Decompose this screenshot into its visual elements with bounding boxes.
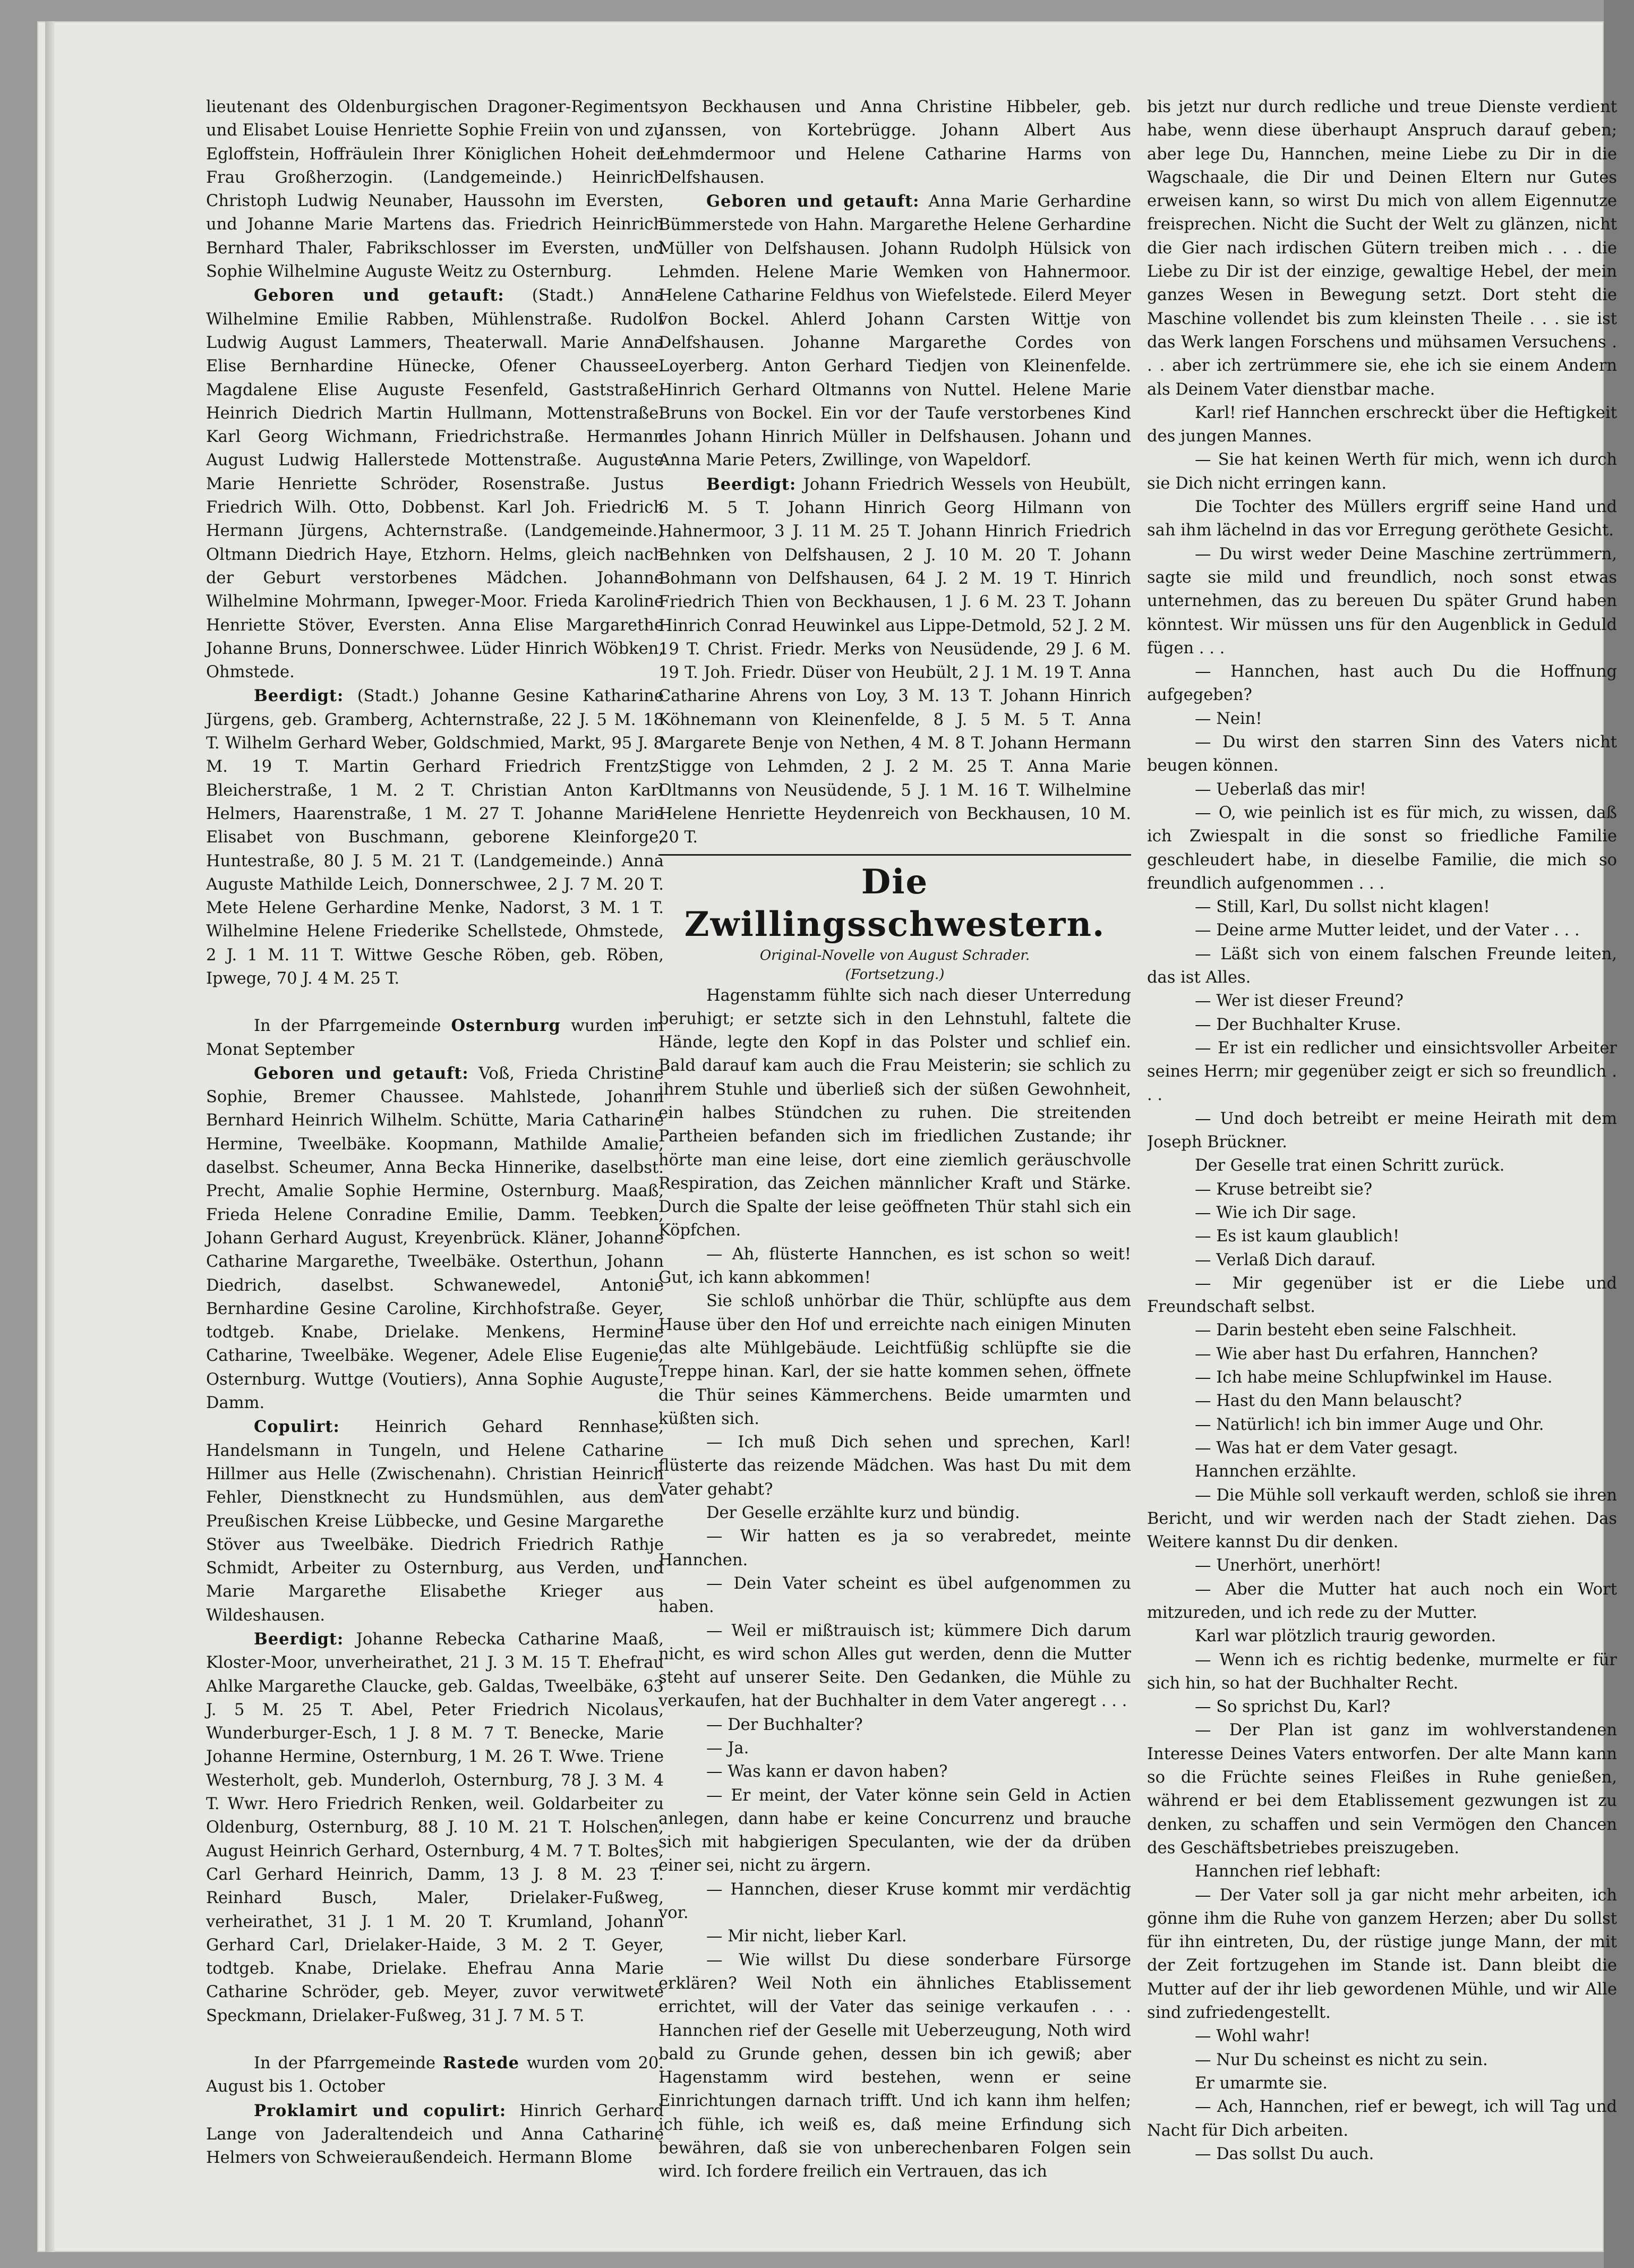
story-paragraph: — Wie ich Dir sage.	[1195, 1203, 1357, 1222]
story-paragraph: — Mir gegenüber ist er die Liebe und Freundschaft selbst.	[1147, 1274, 1617, 1317]
section-heading: Beerdigt:	[254, 1630, 344, 1649]
story-paragraph: — Ueberlaß das mir!	[1195, 780, 1366, 799]
paragraph	[206, 684, 664, 991]
intro-text: In der Pfarrgemeinde	[254, 2054, 436, 2073]
story-paragraph: — Weil er mißtrauisch ist; kümmere Dich darum nicht, es wird schon Alles gut werden, denn die Mutter steht auf unserer Seite. Den Gedanken, die Mühle zu verkaufen, hat der Buchhalter in dem Vater angeregt . . .	[658, 1621, 1131, 1711]
story-paragraph: — Dein Vater scheint es übel aufgenommen zu haben.	[658, 1574, 1131, 1617]
story-paragraph: — Läßt sich von einem falschen Freunde leiten, das ist Alles.	[1147, 944, 1617, 987]
story-paragraph: — Nur Du scheinst es nicht zu sein.	[1195, 2050, 1488, 2069]
story-paragraph: — O, wie peinlich ist es für mich, zu wissen, daß ich Zwiespalt in die sonst so friedliche Familie geschleudert habe, in dieselbe Familie, die mich so freundlich aufgenommen . . .	[1147, 803, 1617, 893]
paragraph	[658, 190, 1131, 473]
paragraph-text: Voß, Frieda Christine Sophie, Bremer Chaussee. Mahlstede, Johann Bernhard Heinrich Wilhelm. Schütte, Maria Catharine Hermine, Tweelbäke. Koopmann, Mathilde Amalie, daselbst. Scheumer, Anna Becka Hinnerike, daselbst. Precht, Amalie Sophie Hermine, Osternburg. Maaß, Frieda Helene Conradine Emilie, Damm. Teebken, Johann Gerhard August, Kreyenbrück. Kläner, Johanne Catharine Margarethe, Tweelbäke. Osterthun, Johann Diedrich, daselbst. Schwanewedel, Antonie Bernhardine Gesine Caroline, Kirchhofstraße. Geyer, todtgeb. Knabe, Drielake. Menkens, Hermine Catharine, Tweelbäke. Wegener, Adele Elise Eugenie, Osternburg. Wuttge (Voutiers), Anna Sophie Auguste, Damm.	[206, 1064, 664, 1413]
parish-intro	[206, 2051, 664, 2099]
section-heading: Geboren und getauft:	[254, 1063, 469, 1083]
section-heading: Geboren und getauft:	[706, 192, 920, 211]
column-right	[1147, 96, 1617, 2166]
paragraph-text: Johann Friedrich Wessels von Heubült, 6 M. 5 T. Johann Hinrich Georg Hilmann von Hahnermoor, 3 J. 11 M. 25 T. Johann Hinrich Friedrich Behnken von Delfshausen, 2 J. 10 M. 20 T. Johann Bohmann von Delfshausen, 64 J. 2 M. 19 T. Hinrich Friedrich Thien von Beckhausen, 1 J. 6 M. 23 T. Johann Hinrich Conrad Heuwinkel aus Lippe-Detmold, 52 J. 2 M. 19 T. Christ. Friedr. Merks von Neusüdende, 29 J. 6 M. 19 T. Joh. Friedr. Düser von Heubült, 2 J. 1 M. 19 T. Anna Catharine Ahrens von Loy, 3 M. 13 T. Johann Hinrich Köhnemann von Kleinenfelde, 8 J. 5 M. 5 T. Anna Margarete Benje von Nethen, 4 M. 8 T. Johann Hermann Stigge von Lehmden, 2 J. 2 M. 25 T. Anna Marie Oltmanns von Neusüdende, 5 J. 1 M. 16 T. Wilhelmine Helene Henriette Heydenreich von Beckhausen, 10 M. 20 T.	[658, 475, 1131, 847]
paragraph	[206, 2099, 664, 2170]
section-heading: Proklamirt und copulirt:	[254, 2101, 507, 2120]
story-paragraph: Hannchen rief lebhaft:	[1195, 1862, 1381, 1881]
story-paragraph: — Nein!	[1195, 709, 1262, 728]
intro-text: wurden im Monat September	[206, 1017, 664, 1059]
story-paragraph: Karl! rief Hannchen erschreckt über die Heftigkeit des jungen Mannes.	[1147, 403, 1617, 446]
story-paragraph: Die Tochter des Müllers ergriff seine Hand und sah ihm lächelnd in das vor Erregung geröthete Gesicht.	[1147, 498, 1617, 540]
story-paragraph: — Hannchen, dieser Kruse kommt mir verdächtig vor.	[658, 1880, 1131, 1923]
story-paragraph: — Verlaß Dich darauf.	[1195, 1250, 1376, 1269]
story-paragraph: — Wenn ich es richtig bedenke, murmelte er für sich hin, so hat der Buchhalter Recht.	[1147, 1650, 1617, 1693]
column-middle	[658, 96, 1131, 2184]
story-paragraph: — Er meint, der Vater könne sein Geld in Actien anlegen, dann habe er keine Concurrenz und brauche sich mit habgierigen Speculanten, wie der da drüben einer sei, nicht zu ärgern.	[658, 1786, 1131, 1875]
section-divider	[658, 854, 1131, 856]
story-paragraph: Der Geselle trat einen Schritt zurück.	[1195, 1156, 1505, 1175]
story-paragraph: — Aber die Mutter hat auch noch ein Wort mitzureden, und ich rede zu der Mutter.	[1147, 1580, 1617, 1622]
story-paragraph: — Der Buchhalter?	[706, 1715, 863, 1734]
story-paragraph: — Kruse betreibt sie?	[1195, 1180, 1373, 1199]
story-paragraph: — Der Buchhalter Kruse.	[1195, 1015, 1401, 1034]
story-paragraph: Hagenstamm fühlte sich nach dieser Unterredung beruhigt; er setzte sich in den Lehnstuhl, faltete die Hände, legte den Kopf in das Polster und schlief ein. Bald darauf kam auch die Frau Meisterin; sie schlich zu ihrem Stuhle und überließ sich der süßen Gewohnheit, ein halbes Stündchen zu ruhen. Die streitenden Partheien befanden sich im friedlichen Zustande; ihr hörte man eine leise, dort eine ziemlich geräuschvolle Respiration, das Zeichen männlicher Kraft und Stärke. Durch die Spalte der leise geöffneten Thür stahl sich ein Köpfchen.	[658, 986, 1131, 1240]
paragraph: lieutenant des Oldenburgischen Dragoner-Regiments, und Elisabet Louise Henriette Sophie Freiin von und zu Egloffstein, Hoffräulein Ihrer Königlichen Hoheit der Frau Großherzogin. (Landgemeinde.) Heinrich Christoph Ludwig Neunaber, Haussohn im Eversten, und Johanne Marie Martens das. Friedrich Heinrich Bernhard Thaler, Fabrikschlosser im Eversten, und Sophie Wilhelmine Auguste Weitz zu Osternburg.	[206, 98, 664, 282]
story-paragraph: Er umarmte sie.	[1195, 2074, 1328, 2093]
story-paragraph: — Und doch betreibt er meine Heirath mit dem Joseph Brückner.	[1147, 1109, 1617, 1152]
section-heading: Copulirt:	[254, 1417, 340, 1437]
story-paragraph: — Wer ist dieser Freund?	[1195, 992, 1404, 1011]
story-paragraph: — Deine arme Mutter leidet, und der Vater . . .	[1195, 921, 1580, 940]
story-paragraph: — Du wirst weder Deine Maschine zertrümmern, sagte sie mild und freundlich, noch sonst etwas unternehmen, das zu bereuen Du später Grund haben könntest. Wir müssen uns für den Augenblick in Geduld fügen . . .	[1147, 544, 1617, 658]
story-paragraph: — Wohl wahr!	[1195, 2027, 1311, 2046]
story-paragraph: — Der Plan ist ganz im wohlverstandenen Interesse Deines Vaters entworfen. Der alte Mann kann so die Früchte seines Fleißes in Ruhe genießen, während er bei dem Etablissement gezwungen ist zu denken, zu schaffen und sein Vermögen den Chancen des Geschäftsbetriebes preiszugeben.	[1147, 1721, 1617, 1857]
paragraph-text: Anna Marie Gerhardine Bümmerstede von Hahn. Margarethe Helene Gerhardine Müller von Delfshausen. Johann Rudolph Hülsick von Lehmden. Helene Marie Wemken von Hahnermoor. Helene Catharine Feldhus von Wiefelstede. Eilerd Meyer von Bockel. Ahlerd Johann Carsten Wittje von Delfshausen. Johanne Margarethe Cordes von Loyerberg. Anton Gerhard Tiedjen von Kleinenfelde. Hinrich Gerhard Oltmanns von Nuttel. Helene Marie Bruns von Bockel. Ein vor der Taufe verstorbenes Kind des Johann Hinrich Müller in Delfshausen. Johann und Anna Marie Peters, Zwillinge, von Wapeldorf.	[658, 192, 1131, 470]
section-heading: Beerdigt:	[254, 686, 344, 706]
page-edge-left	[45, 21, 55, 2252]
story-paragraph: — Natürlich! ich bin immer Auge und Ohr.	[1195, 1415, 1544, 1434]
column-left	[206, 96, 664, 2170]
story-paragraph: — Ich habe meine Schlupfwinkel im Hause.	[1195, 1368, 1553, 1387]
story-byline: Original-Novelle von August Schrader.	[759, 947, 1030, 964]
paragraph-text: (Stadt.) Anna Wilhelmine Emilie Rabben, Mühlenstraße. Rudolf Ludwig August Lammers, Theaterwall. Marie Anna Elise Bernhardine Hünecke, Ofener Chaussee. Magdalene Elise Auguste Fesenfeld, Gaststraße. Heinrich Diedrich Martin Hullmann, Mottenstraße. Karl Georg Wichmann, Friedrichstraße. Hermann August Ludwig Hallerstede Mottenstraße. Auguste Marie Henriette Schröder, Rosenstraße. Justus Friedrich Wilh. Otto, Dobbenst. Karl Joh. Friedrich Hermann Jürgens, Achternstraße. (Landgemeinde.) Oltmann Diedrich Haye, Etzhorn. Helms, gleich nach der Geburt verstorbenes Mädchen. Johanne Wilhelmine Mohrmann, Ipweger-Moor. Frieda Karoline Henriette Stöver, Eversten. Anna Elise Margarethe Johanne Bruns, Donnerschwee. Lüder Hinrich Wöbken, Ohmstede.	[206, 286, 664, 682]
paragraph	[206, 1415, 664, 1627]
story-paragraph: — Hast du den Mann belauscht?	[1195, 1392, 1462, 1411]
story-paragraph: Hannchen erzählte.	[1195, 1462, 1357, 1481]
story-paragraph: Karl war plötzlich traurig geworden.	[1195, 1627, 1496, 1646]
story-paragraph: — Still, Karl, Du sollst nicht klagen!	[1195, 898, 1490, 917]
story-paragraph: — Wie willst Du diese sonderbare Fürsorge erklären? Weil Noth ein ähnliches Etablissement errichtet, will der Vater das seinige verkaufen . . . Hannchen rief der Geselle mit Ueberzeugung, Noth wird bald zu Grunde gehen, dessen bin ich gewiß; aber Hagenstamm wird bestehen, wenn er seine Einrichtungen darnach trifft. Und ich kann ihm helfen; ich fühle, ich weiß es, daß meine Erfindung sich bewähren, daß sie von unberechenbaren Folgen sein wird. Ich fordere freilich ein Vertrauen, das ich	[658, 1950, 1131, 2181]
section-heading: Beerdigt:	[706, 474, 797, 494]
story-paragraph: Der Geselle erzählte kurz und bündig.	[706, 1504, 1020, 1523]
parish-name: Osternburg	[451, 1016, 561, 1036]
story-paragraph: — Wie aber hast Du erfahren, Hannchen?	[1195, 1344, 1538, 1363]
story-paragraph: — Der Vater soll ja gar nicht mehr arbeiten, ich gönne ihm die Ruhe von ganzem Herzen; aber Du sollst für ihn eintreten, Du, der rüstige junge Mann, der mit der Zeit fortzugehen im Stande ist. Dann bleibt die Mutter auf der ihr lieb gewordenen Mühle, und wir Alle sind zufriedengestellt.	[1147, 1886, 1617, 2023]
story-paragraph: — Das sollst Du auch.	[1195, 2144, 1374, 2163]
intro-text: In der Pfarrgemeinde	[254, 1017, 441, 1036]
story-paragraph: — Die Mühle soll verkauft werden, schloß sie ihren Bericht, und wir werden nach der Stadt ziehen. Das Weitere kannst Du dir denken.	[1147, 1486, 1617, 1552]
parish-name: Rastede	[442, 2053, 520, 2073]
story-paragraph: — Er ist ein redlicher und einsichtsvoller Arbeiter seines Herrn; mir gegenüber zeigt er sich so freundlich . . .	[1147, 1038, 1617, 1105]
story-paragraph: — So sprichst Du, Karl?	[1195, 1698, 1391, 1717]
story-paragraph: Sie schloß unhörbar die Thür, schlüpfte aus dem Hause über den Hof und erreichte nach einigen Minuten das alte Mühlgebäude. Leichtfüßig schlüpfte sie die Treppe hinan. Karl, der sie hatte kommen sehen, öffnete die Thür seines Kämmerchens. Beide umarmten und küßten sich.	[658, 1292, 1131, 1428]
paragraph-text: Johanne Rebecka Catharine Maaß, Kloster-Moor, unverheirathet, 21 J. 3 M. 15 T. Ehefrau Ahlke Margarethe Claucke, geb. Galdas, Tweelbäke, 63 J. 5 M. 25 T. Abel, Peter Friedrich Nicolaus, Wunderburger-Esch, 1 J. 8 M. 7 T. Benecke, Marie Johanne Hermine, Osternburg, 1 M. 26 T. Wwe. Triene Westerholt, geb. Munderloh, Osternburg, 78 J. 3 M. 4 T. Wwr. Hero Friedrich Renken, weil. Goldarbeiter zu Oldenburg, Osternburg, 88 J. 10 M. 21 T. Holschen, August Heinrich Gerhard, Osternburg, 4 M. 7 T. Boltes, Carl Gerhard Heinrich, Damm, 13 J. 8 M. 23 T. Reinhard Busch, Maler, Drielaker-Fußweg, verheirathet, 31 J. 1 M. 20 T. Krumland, Johann Gerhard Carl, Drielaker-Haide, 3 M. 2 T. Geyer, todtgeb. Knabe, Drielake. Ehefrau Anna Marie Catharine Schröder, geb. Meyer, zuvor verwitwete Speckmann, Drielaker-Fußweg, 31 J. 7 M. 5 T.	[206, 1630, 664, 2025]
story-paragraph: — Wir hatten es ja so verabredet, meinte Hannchen.	[658, 1527, 1131, 1570]
paragraph-text: Heinrich Gehard Rennhase, Handelsmann in Tungeln, und Helene Catharine Hillmer aus Helle (Zwischenahn). Christian Heinrich Fehler, Dienstknecht zu Hundsmühlen, aus dem Preußischen Kreise Lübbecke, und Gesine Margarethe Stöver aus Tweelbäke. Diedrich Friedrich Rathje Schmidt, Arbeiter zu Osternburg, aus Verden, und Marie Margarethe Elisabethe Krieger aus Wildeshausen.	[206, 1418, 664, 1625]
parish-intro	[206, 1014, 664, 1062]
story-paragraph: — Ach, Hannchen, rief er bewegt, ich will Tag und Nacht für Dich arbeiten.	[1147, 2098, 1617, 2140]
paragraph-text: (Stadt.) Johanne Gesine Katharine Jürgens, geb. Gramberg, Achternstraße, 22 J. 5 M. 18 T. Wilhelm Gerhard Weber, Goldschmied, Markt, 95 J. 8 M. 19 T. Martin Gerhard Friedrich Frentz, Bleicherstraße, 1 M. 2 T. Christian Anton Karl Helmers, Haarenstraße, 1 M. 27 T. Johanne Marie Elisabet von Buschmann, geborene Kleinforge, Huntestraße, 80 J. 5 M. 21 T. (Landgemeinde.) Anna Auguste Mathilde Leich, Donnerschwee, 2 J. 7 M. 20 T. Mete Helene Gerhardine Menke, Nadorst, 3 M. 1 T. Wilhelmine Helene Friederike Schellstede, Ohmstede, 2 J. 1 M. 11 T. Wittwe Gesche Röben, geb. Röben, Ipwege, 70 J. 4 M. 25 T.	[206, 687, 664, 988]
story-paragraph: — Was hat er dem Vater gesagt.	[1195, 1438, 1458, 1457]
story-paragraph: — Hannchen, hast auch Du die Hoffnung aufgegeben?	[1147, 662, 1617, 705]
paragraph-text: Hinrich Gerhard Lange von Jaderaltendeich und Anna Catharine Helmers von Schweieraußendeich. Hermann Blome	[206, 2101, 664, 2168]
story-paragraph: — Was kann er davon haben?	[706, 1762, 948, 1781]
story-paragraph: bis jetzt nur durch redliche und treue Dienste verdient habe, wenn diese überhaupt Anspruch darauf geben; aber lege Du, Hannchen, meine Liebe zu Dir in die Wagschaale, die Dir und Deinen Eltern nur Gutes erweisen kann, so wirst Du mich von allem Eigennutze freisprechen. Nicht die Sucht der Welt zu glänzen, nicht die Gier nach irdischen Gütern treiben mich . . . die Liebe zu Dir ist der einzige, gewaltige Hebel, der mein ganzes Wesen in Bewegung setzt. Dort steht die Maschine vollendet bis zum kleinsten Theile . . . sie ist das Werk langen Forschens und mühsamen Versuchens . . . aber ich zertrümmere sie, ehe ich sie einem Andern als Deinem Vater dienstbar mache.	[1147, 98, 1617, 399]
paragraph	[658, 473, 1131, 850]
paragraph: von Beckhausen und Anna Christine Hibbeler, geb. Janssen, von Kortebrügge. Johann Albert Aus Lehmdermoor und Helene Catharine Harms von Delfshausen.	[658, 98, 1131, 187]
story-paragraph: — Ja.	[706, 1739, 749, 1758]
paragraph	[206, 1627, 664, 2028]
story-paragraph: — Du wirst den starren Sinn des Vaters nicht beugen können.	[1147, 733, 1617, 775]
story-paragraph: — Ich muß Dich sehen und sprechen, Karl! flüsterte das reizende Mädchen. Was hast Du mit dem Vater gehabt?	[658, 1433, 1131, 1499]
story-paragraph: — Es ist kaum glaublich!	[1195, 1227, 1400, 1246]
story-title: Die Zwillingsschwestern.	[684, 862, 1106, 944]
story-paragraph: — Sie hat keinen Werth für mich, wenn ich durch sie Dich nicht erringen kann.	[1147, 450, 1617, 493]
paragraph	[206, 1062, 664, 1415]
story-continuation-note: (Fortsetzung.)	[845, 966, 945, 983]
story-paragraph: — Mir nicht, lieber Karl.	[706, 1927, 907, 1946]
paragraph	[206, 284, 664, 684]
intro-text: wurden vom 20. August bis 1. October	[206, 2054, 664, 2096]
story-paragraph: — Unerhört, unerhört!	[1195, 1556, 1382, 1575]
story-paragraph: — Ah, flüsterte Hannchen, es ist schon so weit! Gut, ich kann abkommen!	[658, 1244, 1131, 1288]
section-heading: Geboren und getauft:	[254, 286, 504, 305]
story-paragraph: — Darin besteht eben seine Falschheit.	[1195, 1321, 1517, 1340]
